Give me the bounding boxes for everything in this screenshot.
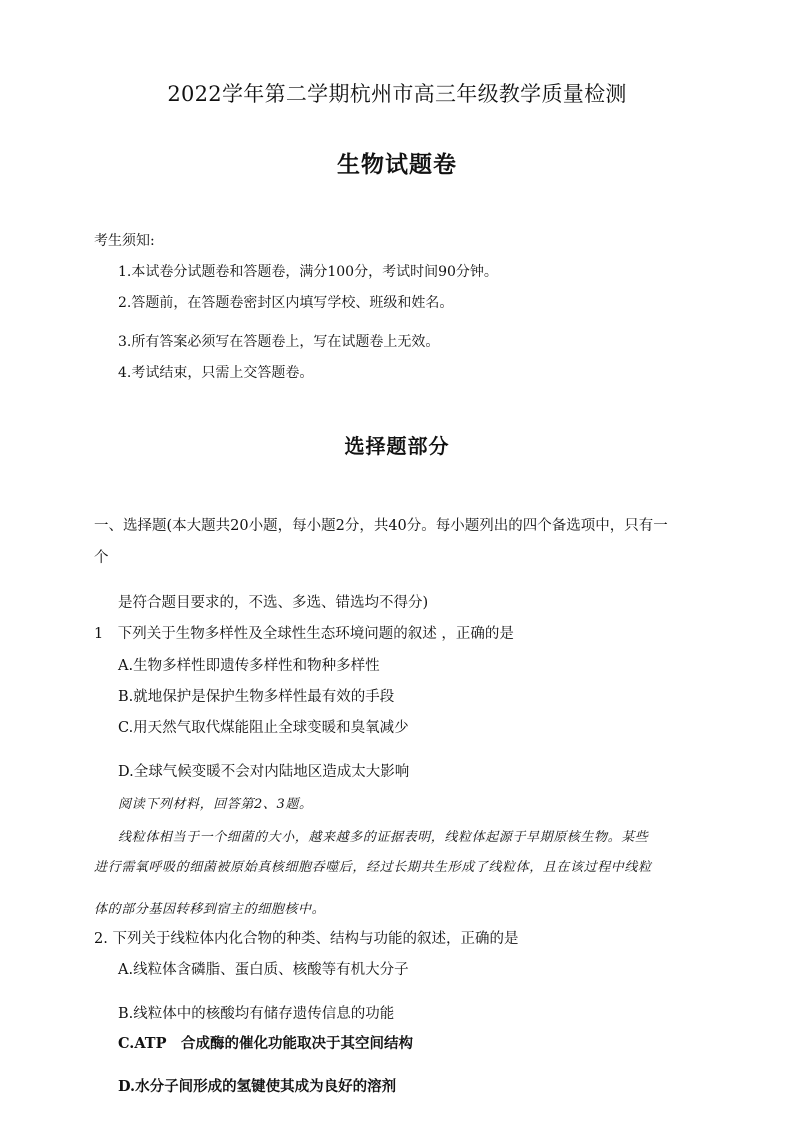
notice-item: 1.本试卷分试题卷和答题卷，满分100分，考试时间90分钟。 bbox=[118, 264, 498, 280]
notice-item: 3.所有答案必须写在答题卷上，写在试题卷上无效。 bbox=[118, 334, 440, 350]
section-title: 选择题部分 bbox=[344, 434, 450, 458]
question-2-option-c: C.ATP 合成酶的催化功能取决于其空间结构 bbox=[118, 1035, 413, 1052]
question-2-option-d: D.水分子间形成的氢键使其成为良好的溶剂 bbox=[118, 1078, 397, 1095]
question-2-stem: 2. 下列关于线粒体内化合物的种类、结构与功能的叙述，正确的是 bbox=[94, 931, 519, 947]
question-1-option-d: D.全球气候变暖不会对内陆地区造成太大影响 bbox=[118, 764, 410, 780]
section-instruction: 一、选择题(本大题共20小题，每小题2分，共40分。每小题列出的四个备选项中，只有一 bbox=[94, 518, 668, 534]
notice-item: 2.答题前，在答题卷密封区内填写学校、班级和姓名。 bbox=[118, 295, 454, 311]
material-line: 线粒体相当于一个细菌的大小，越来越多的证据表明，线粒体起源于早期原核生物。某些 bbox=[118, 830, 649, 845]
material-line: 体的部分基因转移到宿主的细胞核中。 bbox=[94, 902, 326, 917]
section-instruction-cont: 是符合题目要求的，不选、多选、错选均不得分) bbox=[118, 595, 429, 611]
notice-item: 4.考试结束，只需上交答题卷。 bbox=[118, 365, 314, 381]
material-line: 进行需氧呼吸的细菌被原始真核细胞吞噬后，经过长期共生形成了线粒体，且在该过程中线粒 bbox=[94, 860, 652, 875]
question-2-option-b: B.线粒体中的核酸均有储存遗传信息的功能 bbox=[118, 1006, 395, 1022]
paper-subtitle: 生物试题卷 bbox=[337, 151, 457, 178]
exam-title: 2022学年第二学期杭州市高三年级教学质量检测 bbox=[167, 82, 627, 106]
question-1-option-b: B.就地保护是保护生物多样性最有效的手段 bbox=[118, 689, 395, 705]
question-1-option-a: A.生物多样性即遗传多样性和物种多样性 bbox=[118, 658, 380, 674]
notice-heading: 考生须知: bbox=[94, 233, 155, 249]
material-intro: 阅读下列材料，回答第2、3题。 bbox=[118, 797, 313, 812]
question-2-option-a: A.线粒体含磷脂、蛋白质、核酸等有机大分子 bbox=[118, 962, 409, 978]
question-1-stem: 1 下列关于生物多样性及全球性生态环境问题的叙述 ，正确的是 bbox=[94, 626, 514, 642]
section-instruction-wrap: 个 bbox=[94, 550, 109, 566]
question-1-option-c: C.用天然气取代煤能阻止全球变暖和臭氧减少 bbox=[118, 720, 409, 736]
